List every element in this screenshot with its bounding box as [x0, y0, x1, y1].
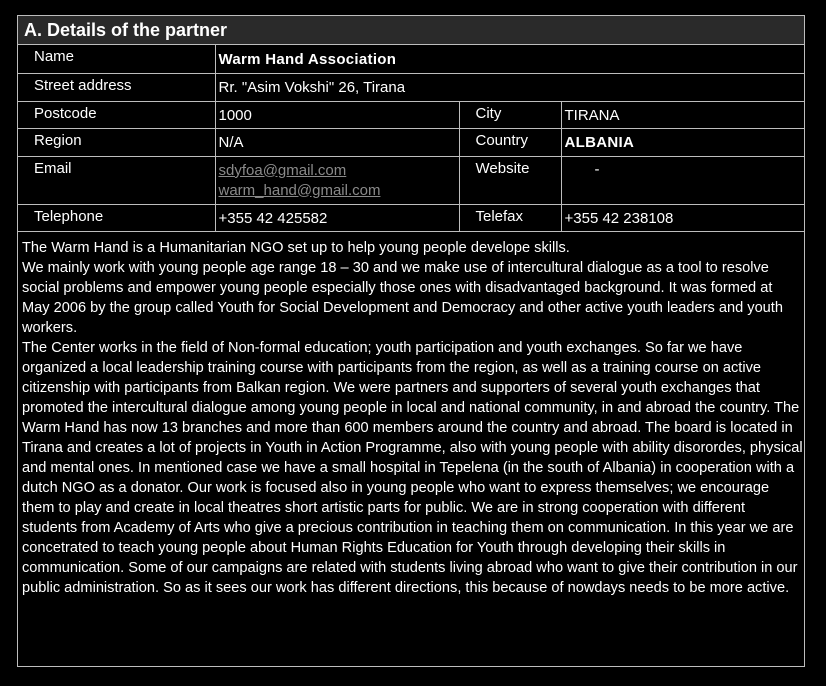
name-value: Warm Hand Association — [215, 45, 804, 73]
telephone-row — [18, 204, 804, 231]
email-link[interactable]: sdyfoa@gmail.com — [218, 161, 347, 179]
website-label: Website — [459, 156, 561, 204]
country-value: ALBANIA — [561, 128, 804, 156]
city-label: City — [459, 101, 561, 128]
section-title: A. Details of the partner — [18, 16, 804, 45]
telefax-label: Telefax — [459, 204, 561, 231]
description-paragraph: The Warm Hand is a Humanitarian NGO set up to help young people develope skills. — [22, 240, 570, 256]
city-value: TIRANA — [561, 101, 804, 128]
partner-details-table — [18, 45, 804, 232]
partner-description — [22, 238, 804, 598]
telephone-label: Telephone — [18, 204, 215, 231]
postcode-label: Postcode — [18, 101, 215, 128]
region-row — [18, 128, 804, 156]
email-label: Email — [18, 156, 215, 204]
telefax-value: +355 42 238108 — [561, 204, 804, 231]
name-row — [18, 45, 804, 73]
description-paragraph: We mainly work with young people age range 18 – 30 and we make use of intercultural dialogue as a tool to resolve social problems and empower young people especially those ones with disadvantaged background. It was formed at May 2006 by the group called Youth for Social Development and Democracy and other active youth leaders and youth workers. — [22, 260, 783, 336]
postcode-value: 1000 — [215, 101, 459, 128]
country-label: Country — [459, 128, 561, 156]
street-value: Rr. "Asim Vokshi" 26, Tirana — [215, 73, 804, 101]
description-paragraph: The Center works in the field of Non-formal education; youth participation and youth exchanges. So far we have organized a local leadership training course with participants from the region, as well as a training course on active citizenship with participants from Balkan region. We were partners and supporters of several youth exchanges that promoted the intercultural dialogue among young people in local and national community, in and abroad the country. The Warm Hand has now 13 branches and more than 600 members around the country and abroad. The board is located in Tirana and creates a lot of projects in Youth in Action Programme, also with young people with ability disorordes, physical and mental ones. In mentioned case we have a small hospital in Tepelena (in the south of Albania) in cooperation with a dutch NGO as a donator. Our work is focused also in young people who want to express themselves; we encourage them to play and create in local theatres short artistic parts for public. We are in strong cooperation with different students from Academy of Arts who give a precious contribution in teaching them on communication. In this year we are concetrated to teach young people about Human Rights Education for Youth through developing their skills in communication. Some of our campaigns are related with students living abroad who want to give their contribution in our public administration. So as it sees our work has different directions, this because of nowdays needs to be more active. — [22, 340, 803, 596]
partner-details-section — [17, 15, 805, 667]
email-link[interactable]: warm_hand@gmail.com — [218, 181, 381, 199]
email-values — [215, 156, 459, 204]
region-label: Region — [18, 128, 215, 156]
telephone-value: +355 42 425582 — [215, 204, 459, 231]
region-value: N/A — [215, 128, 459, 156]
website-value-cell — [561, 156, 804, 204]
name-label: Name — [18, 45, 215, 73]
postcode-row — [18, 101, 804, 128]
email-row — [18, 156, 804, 204]
street-label: Street address — [18, 73, 215, 101]
street-row — [18, 73, 804, 101]
website-value: - — [594, 160, 600, 178]
